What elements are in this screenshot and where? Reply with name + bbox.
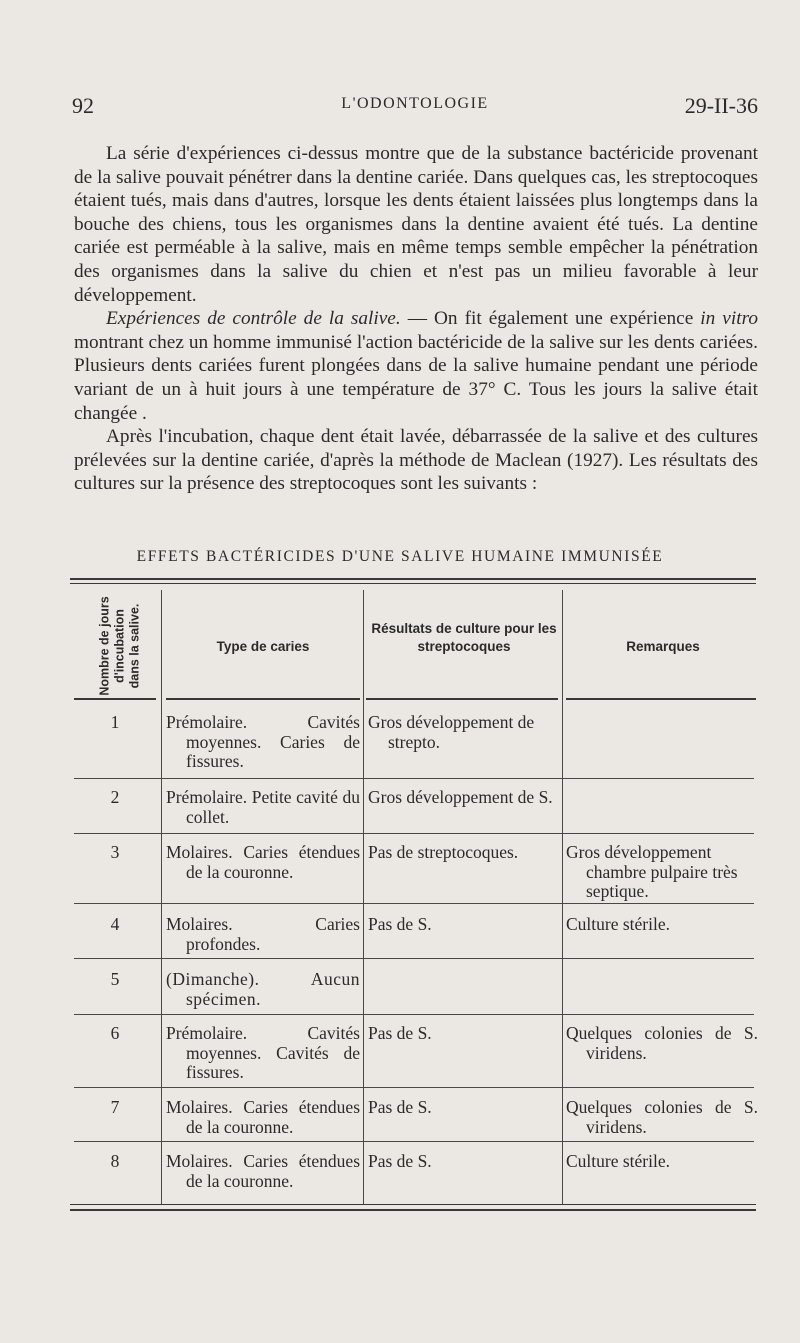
- row-divider: [74, 1014, 754, 1015]
- paragraph-2: [74, 307, 758, 425]
- running-header: [72, 93, 758, 123]
- header-bottom-rule: [74, 698, 156, 700]
- page-number: 92: [72, 93, 94, 118]
- table-title: EFFETS BACTÉRICIDES D'UNE SALIVE HUMAINE IMMUNISÉE: [136, 548, 664, 565]
- cell-type: (Dimanche). Aucun spécimen.: [166, 969, 360, 1009]
- cell-result: Gros développement de S.: [368, 787, 553, 807]
- cell-type: Molaires. Caries étendues de la couronne.: [166, 1097, 360, 1137]
- issue-date: 29-II-36: [684, 93, 758, 118]
- cell-result: Pas de S.: [368, 1151, 432, 1171]
- paragraph-2-dash: — On fit également une expérience: [400, 308, 701, 330]
- header-days-label: Nombre de jours d'incubation dans la salive.: [97, 596, 142, 696]
- table-bottom-rule: [70, 1204, 756, 1205]
- column-divider: [363, 590, 364, 1204]
- cell-remarks: Quelques colonies de S. viridens.: [566, 1097, 758, 1137]
- row-divider: [74, 1141, 754, 1142]
- cell-remarks: Gros développement chambre pulpaire très septique.: [566, 842, 738, 901]
- row-divider: [74, 778, 754, 779]
- cell-days: 2: [110, 787, 120, 807]
- cell-result: Pas de streptocoques.: [368, 842, 519, 862]
- cell-type: Molaires. Caries étendues de la couronne.: [166, 842, 360, 882]
- row-divider: [74, 833, 754, 834]
- journal-title: L'ODONTOLOGIE: [341, 95, 489, 112]
- in-vitro-term: in vitro: [700, 308, 759, 330]
- paragraph-2-rest: montrant chez un homme immunisé l'action bactéricide de la salive sur les dents cariées. Plusieurs dents cariées furent plongées dans de la salive humaine pendant une période variant de un à huit jours à une température de 37° C. Tous les jours la salive était changée .: [74, 331, 758, 424]
- cell-days: 5: [110, 969, 120, 989]
- row-divider: [74, 903, 754, 904]
- cell-remarks: Culture stérile.: [566, 914, 671, 934]
- cell-type: Prémolaire. Petite cavité du collet.: [166, 787, 360, 827]
- cell-days: 4: [110, 914, 120, 934]
- cell-days: 7: [110, 1097, 120, 1117]
- column-divider: [161, 590, 162, 1204]
- header-bottom-rule: [166, 698, 360, 700]
- cell-result: Pas de S.: [368, 1097, 432, 1117]
- cell-days: 8: [110, 1151, 120, 1171]
- cell-result: Pas de S.: [368, 1023, 432, 1043]
- header-type: Type de caries: [216, 639, 310, 654]
- cell-type: Molaires. Caries étendues de la couronne.: [166, 1151, 360, 1191]
- cell-result: Pas de S.: [368, 914, 432, 934]
- body-text: [74, 142, 758, 496]
- column-divider: [562, 590, 563, 1204]
- cell-remarks: Quelques colonies de S. viridens.: [566, 1023, 758, 1063]
- cell-type: Prémolaire. Cavités moyennes. Cavités de fissures.: [166, 1023, 360, 1082]
- cell-days: 6: [110, 1023, 120, 1043]
- header-result: Résultats de culture pour les streptocoques: [371, 621, 557, 654]
- table-top-rule: [70, 578, 756, 580]
- section-heading: Expériences de contrôle de la salive.: [106, 308, 401, 330]
- cell-days: 1: [110, 712, 120, 732]
- header-remarks: Remarques: [626, 639, 700, 654]
- cell-remarks: Culture stérile.: [566, 1151, 671, 1171]
- paragraph-1: La série d'expériences ci-dessus montre que de la substance bactéricide provenant de la salive pouvait pénétrer dans la dentine cariée. Dans quelques cas, les streptocoques étaient tués, mais dans d'autres, lorsque les dents étaient laissées plus longtemps dans la bouche des chiens, tous les organismes dans la dentine avaient été tués. La dentine cariée est perméable à la salive, mais en même temps semble empêcher la pénétration des organismes dans la salive du chien et n'est pas un milieu favorable à leur développement.: [74, 143, 758, 306]
- cell-type: Prémolaire. Cavités moyennes. Caries de fissures.: [166, 712, 360, 771]
- table-top-rule-2: [70, 583, 756, 584]
- paragraph-3: Après l'incubation, chaque dent était lavée, débarrassée de la salive et des cultures prélevées sur la dentine cariée, d'après la méthode de Maclean (1927). Les résultats des cultures sur la présence des streptocoques sont les suivants :: [74, 426, 758, 495]
- header-bottom-rule: [566, 698, 756, 700]
- row-divider: [74, 1087, 754, 1088]
- row-divider: [74, 958, 754, 959]
- cell-days: 3: [110, 842, 120, 862]
- header-days: [82, 596, 158, 696]
- table-bottom-rule-2: [70, 1209, 756, 1211]
- cell-result: Gros développement de strepto.: [368, 712, 535, 752]
- cell-type: Molaires. Caries profondes.: [166, 914, 360, 954]
- header-bottom-rule: [366, 698, 558, 700]
